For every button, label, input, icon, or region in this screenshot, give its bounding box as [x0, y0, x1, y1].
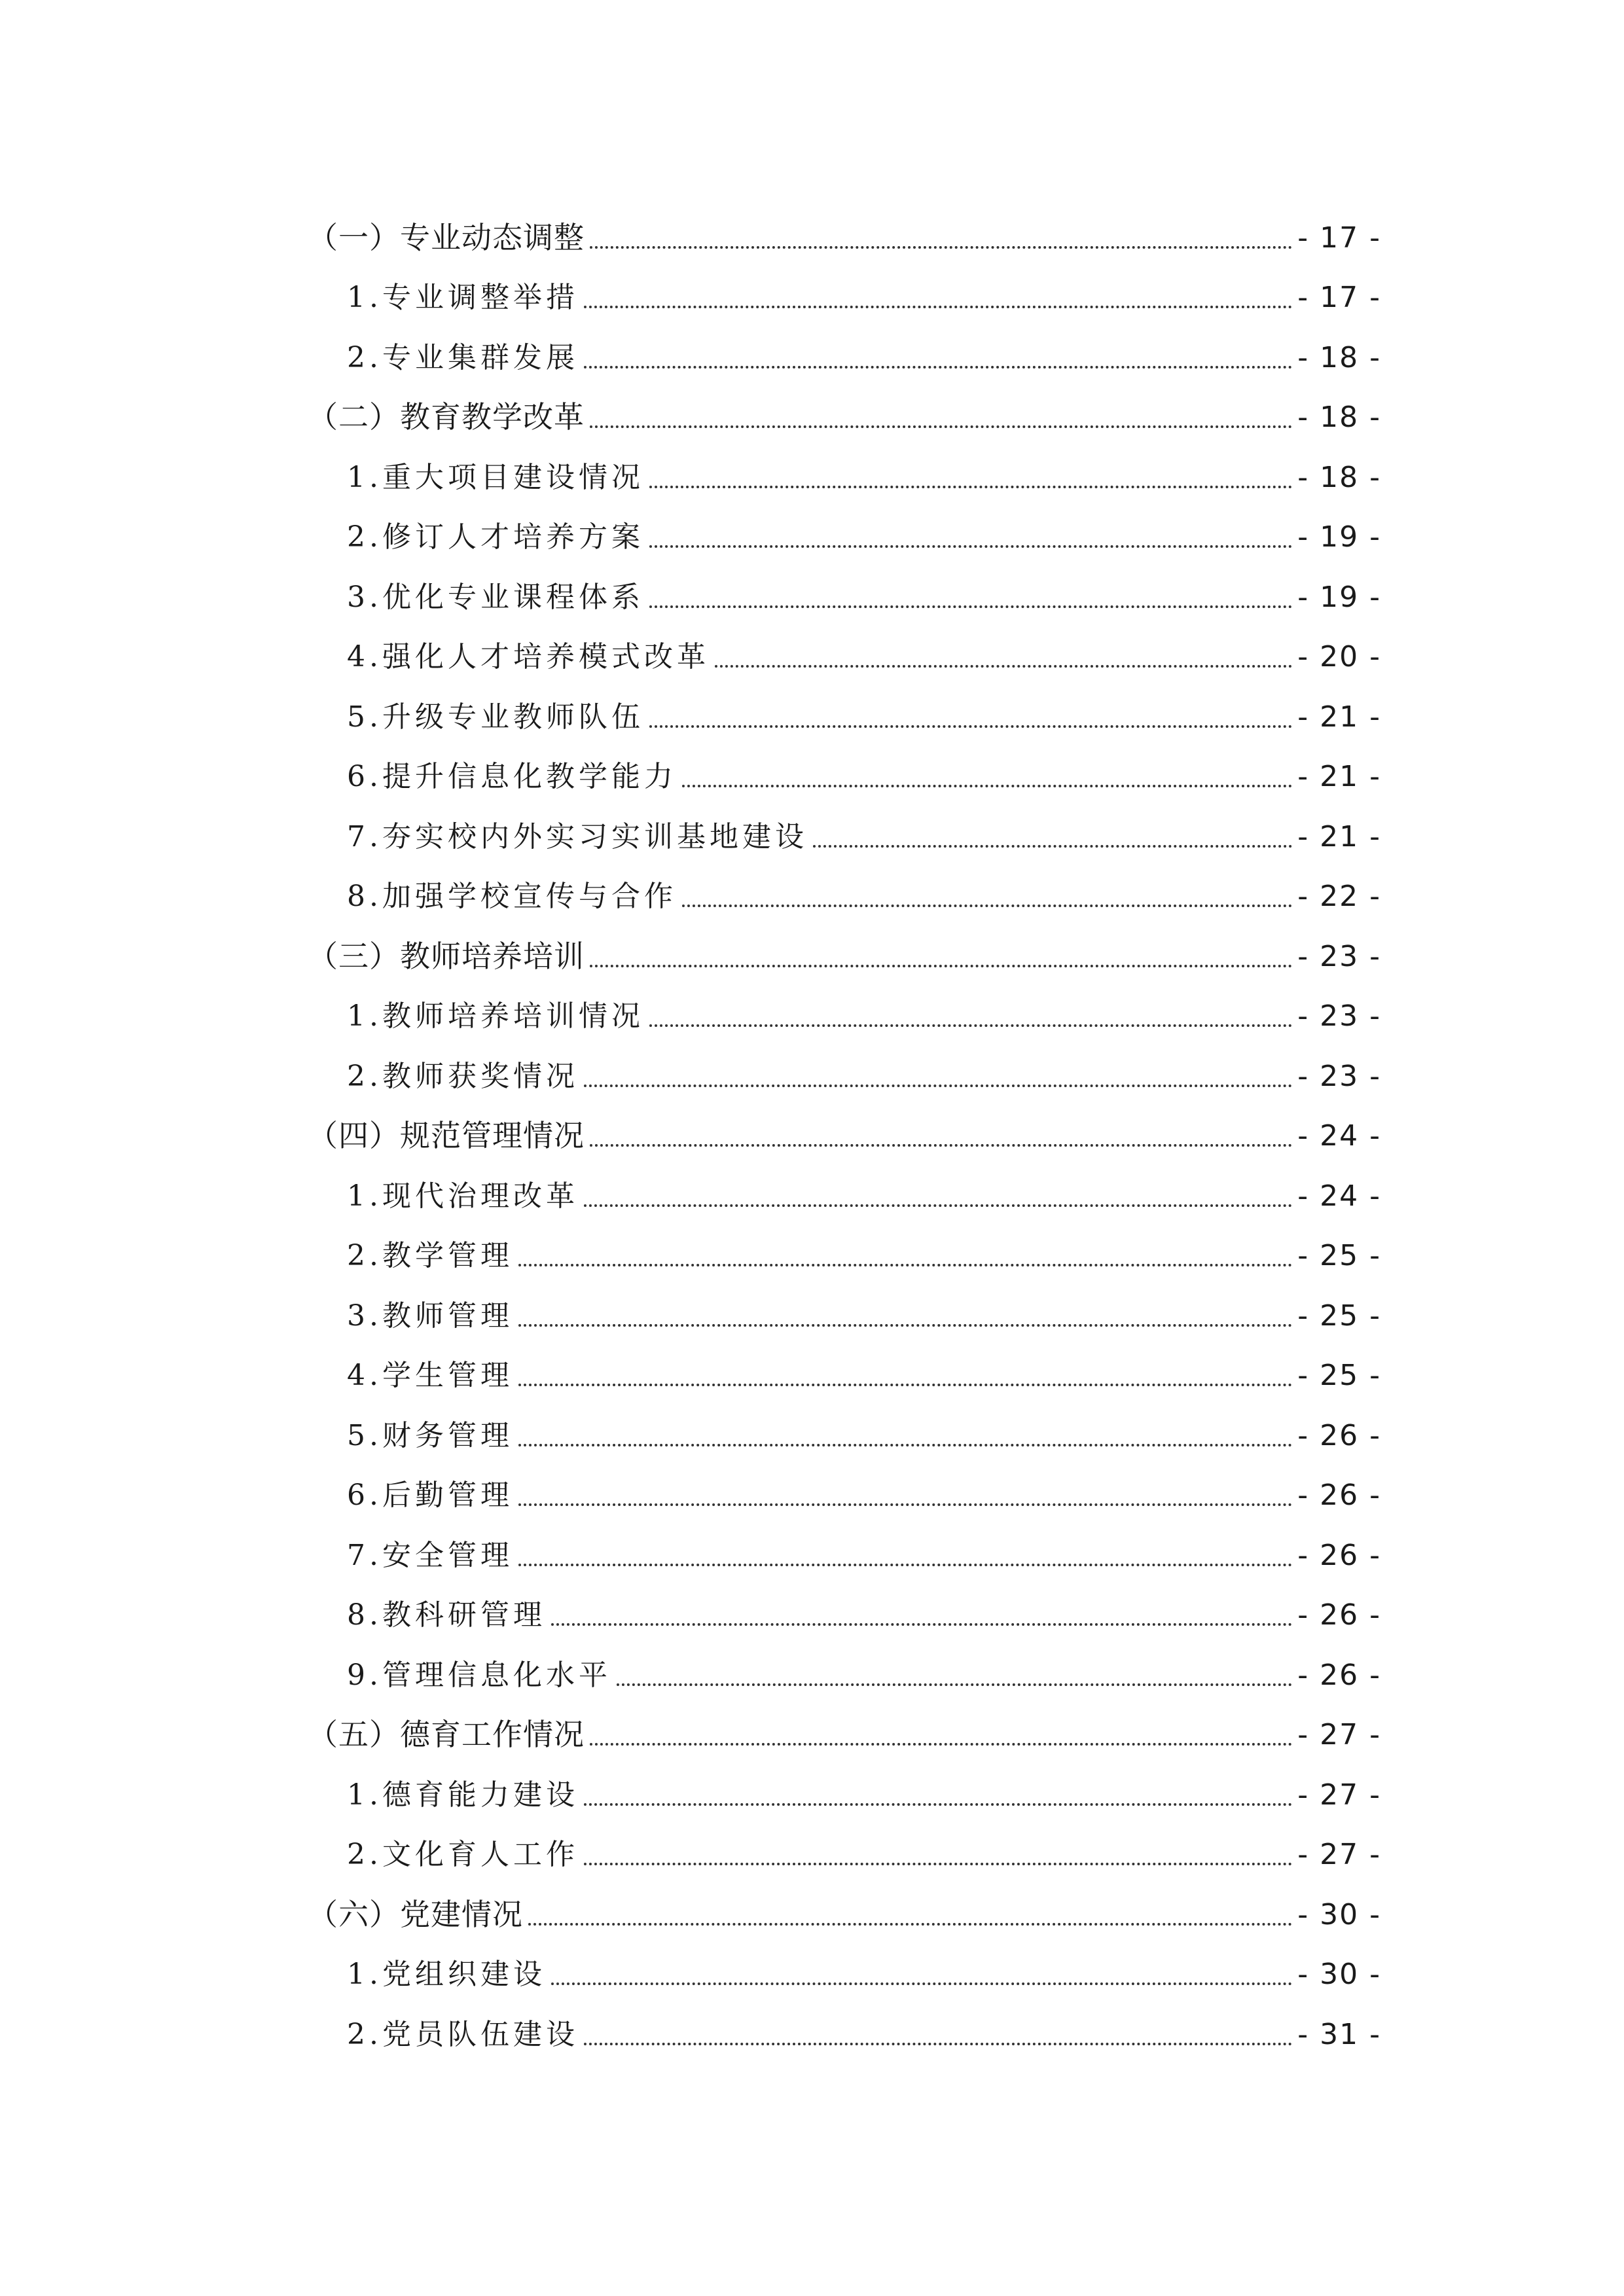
toc-entry-title: 6.后勤管理 — [347, 1479, 513, 1512]
toc-item-entry[interactable] — [308, 1940, 1381, 2000]
toc-entry-title: （一）专业动态调整 — [308, 219, 585, 255]
toc-page-number: - 25 - — [1297, 1359, 1381, 1392]
toc-dot-leader — [584, 1085, 1292, 1087]
toc-dot-leader — [518, 1264, 1292, 1266]
toc-item-entry[interactable] — [308, 1820, 1381, 1880]
toc-entry-title: 2.党员队伍建设 — [347, 2017, 579, 2051]
toc-section-entry[interactable] — [308, 1880, 1381, 1940]
toc-dot-leader — [518, 1324, 1292, 1327]
toc-item-entry[interactable] — [308, 1581, 1381, 1641]
toc-dot-leader — [518, 1564, 1292, 1566]
toc-dot-leader — [649, 725, 1292, 728]
toc-page-number: - 19 - — [1297, 580, 1381, 614]
toc-page-number: - 31 - — [1297, 2017, 1381, 2051]
toc-section-entry[interactable] — [308, 203, 1381, 263]
toc-section-entry[interactable] — [308, 383, 1381, 443]
toc-entry-title: 1.现代治理改革 — [347, 1179, 579, 1213]
toc-page-number: - 27 - — [1297, 1718, 1381, 1751]
toc-section-entry[interactable] — [308, 922, 1381, 982]
toc-entry-title: 3.教师管理 — [347, 1299, 513, 1333]
toc-page-number: - 18 - — [1297, 340, 1381, 374]
toc-page-number: - 26 - — [1297, 1598, 1381, 1632]
toc-entry-title: 3.优化专业课程体系 — [347, 580, 644, 614]
toc-entry-title: 2.文化育人工作 — [347, 1838, 579, 1871]
toc-entry-title: 2.修订人才培养方案 — [347, 520, 644, 554]
toc-item-entry[interactable] — [308, 1041, 1381, 1102]
toc-dot-leader — [551, 1623, 1292, 1626]
toc-entry-title: 2.教学管理 — [347, 1239, 513, 1272]
toc-page-number: - 26 - — [1297, 1658, 1381, 1692]
toc-item-entry[interactable] — [308, 682, 1381, 742]
toc-dot-leader — [584, 2043, 1292, 2045]
toc-dot-leader — [649, 1024, 1292, 1027]
toc-page-number: - 19 - — [1297, 520, 1381, 554]
toc-entry-title: 6.提升信息化教学能力 — [347, 760, 677, 793]
toc-section-entry[interactable] — [308, 1102, 1381, 1162]
toc-dot-leader — [518, 1444, 1292, 1446]
toc-page-number: - 21 - — [1297, 760, 1381, 793]
toc-item-entry[interactable] — [308, 1341, 1381, 1401]
toc-page-number: - 26 - — [1297, 1538, 1381, 1572]
toc-dot-leader — [518, 1503, 1292, 1506]
toc-page-number: - 22 - — [1297, 880, 1381, 913]
toc-item-entry[interactable] — [308, 442, 1381, 503]
toc-page-number: - 25 - — [1297, 1239, 1381, 1272]
toc-dot-leader — [590, 1743, 1292, 1746]
toc-dot-leader — [518, 1384, 1292, 1386]
toc-dot-leader — [584, 366, 1292, 368]
toc-entry-title: 5.升级专业教师队伍 — [347, 700, 644, 734]
toc-page-number: - 17 - — [1297, 281, 1381, 314]
toc-item-entry[interactable] — [308, 1640, 1381, 1700]
toc-dot-leader — [682, 785, 1292, 787]
toc-entry-title: （四）规范管理情况 — [308, 1118, 585, 1153]
toc-dot-leader — [715, 665, 1292, 668]
toc-page-number: - 23 - — [1297, 999, 1381, 1033]
table-of-contents — [308, 203, 1381, 2060]
toc-dot-leader — [682, 905, 1292, 907]
toc-dot-leader — [590, 425, 1292, 428]
toc-page-number: - 24 - — [1297, 1179, 1381, 1213]
toc-entry-title: （三）教师培养培训 — [308, 938, 585, 974]
toc-page-number: - 23 - — [1297, 1059, 1381, 1093]
toc-entry-title: 7.夯实校内外实习实训基地建设 — [347, 819, 808, 853]
toc-page-number: - 18 - — [1297, 401, 1381, 434]
toc-entry-title: 5.财务管理 — [347, 1418, 513, 1452]
toc-page-number: - 20 - — [1297, 640, 1381, 673]
toc-dot-leader — [590, 965, 1292, 967]
toc-item-entry[interactable] — [308, 1281, 1381, 1341]
toc-dot-leader — [584, 1863, 1292, 1865]
toc-entry-title: 2.教师获奖情况 — [347, 1059, 579, 1093]
toc-page-number: - 21 - — [1297, 819, 1381, 853]
toc-page-number: - 30 - — [1297, 1897, 1381, 1931]
toc-page-number: - 24 - — [1297, 1119, 1381, 1153]
toc-entry-title: 9.管理信息化水平 — [347, 1658, 611, 1692]
toc-dot-leader — [617, 1683, 1292, 1686]
toc-item-entry[interactable] — [308, 562, 1381, 622]
toc-item-entry[interactable] — [308, 802, 1381, 862]
toc-item-entry[interactable] — [308, 622, 1381, 683]
toc-dot-leader — [584, 1803, 1292, 1806]
toc-entry-title: 1.德育能力建设 — [347, 1778, 579, 1812]
toc-item-entry[interactable] — [308, 1520, 1381, 1581]
toc-entry-title: 1.党组织建设 — [347, 1958, 546, 1991]
toc-dot-leader — [590, 246, 1292, 249]
toc-entry-title: 4.学生管理 — [347, 1359, 513, 1392]
toc-item-entry[interactable] — [308, 982, 1381, 1042]
toc-page-number: - 27 - — [1297, 1778, 1381, 1812]
toc-entry-title: （六）党建情况 — [308, 1896, 523, 1932]
toc-entry-title: 8.教科研管理 — [347, 1598, 546, 1632]
toc-entry-title: （五）德育工作情况 — [308, 1717, 585, 1752]
toc-entry-title: （二）教育教学改革 — [308, 399, 585, 435]
toc-page-number: - 30 - — [1297, 1958, 1381, 1991]
toc-page-number: - 21 - — [1297, 700, 1381, 734]
toc-item-entry[interactable] — [308, 1161, 1381, 1221]
toc-page-number: - 27 - — [1297, 1838, 1381, 1871]
toc-dot-leader — [551, 1982, 1292, 1985]
toc-dot-leader — [584, 306, 1292, 308]
toc-entry-title: 7.安全管理 — [347, 1538, 513, 1572]
toc-item-entry[interactable] — [308, 1760, 1381, 1820]
toc-dot-leader — [649, 545, 1292, 548]
toc-item-entry[interactable] — [308, 742, 1381, 802]
toc-item-entry[interactable] — [308, 862, 1381, 922]
toc-item-entry[interactable] — [308, 323, 1381, 383]
toc-entry-title: 1.教师培养培训情况 — [347, 999, 644, 1033]
toc-page-number: - 26 - — [1297, 1418, 1381, 1452]
toc-dot-leader — [528, 1923, 1292, 1926]
toc-page-number: - 26 - — [1297, 1479, 1381, 1512]
toc-dot-leader — [649, 605, 1292, 608]
toc-dot-leader — [584, 1204, 1292, 1207]
toc-entry-title: 2.专业集群发展 — [347, 340, 579, 374]
toc-dot-leader — [649, 486, 1292, 488]
toc-item-entry[interactable] — [308, 1461, 1381, 1521]
toc-item-entry[interactable] — [308, 1401, 1381, 1461]
toc-page-number: - 25 - — [1297, 1299, 1381, 1333]
toc-dot-leader — [590, 1144, 1292, 1147]
toc-item-entry[interactable] — [308, 263, 1381, 323]
toc-page-number: - 17 - — [1297, 221, 1381, 255]
toc-entry-title: 1.专业调整举措 — [347, 281, 579, 314]
toc-dot-leader — [813, 845, 1292, 848]
toc-page-number: - 18 - — [1297, 460, 1381, 494]
toc-page-number: - 23 - — [1297, 939, 1381, 973]
toc-item-entry[interactable] — [308, 1221, 1381, 1282]
toc-section-entry[interactable] — [308, 1700, 1381, 1761]
toc-item-entry[interactable] — [308, 503, 1381, 563]
toc-entry-title: 1.重大项目建设情况 — [347, 460, 644, 494]
toc-item-entry[interactable] — [308, 2000, 1381, 2060]
toc-entry-title: 4.强化人才培养模式改革 — [347, 640, 710, 673]
toc-entry-title: 8.加强学校宣传与合作 — [347, 880, 677, 913]
